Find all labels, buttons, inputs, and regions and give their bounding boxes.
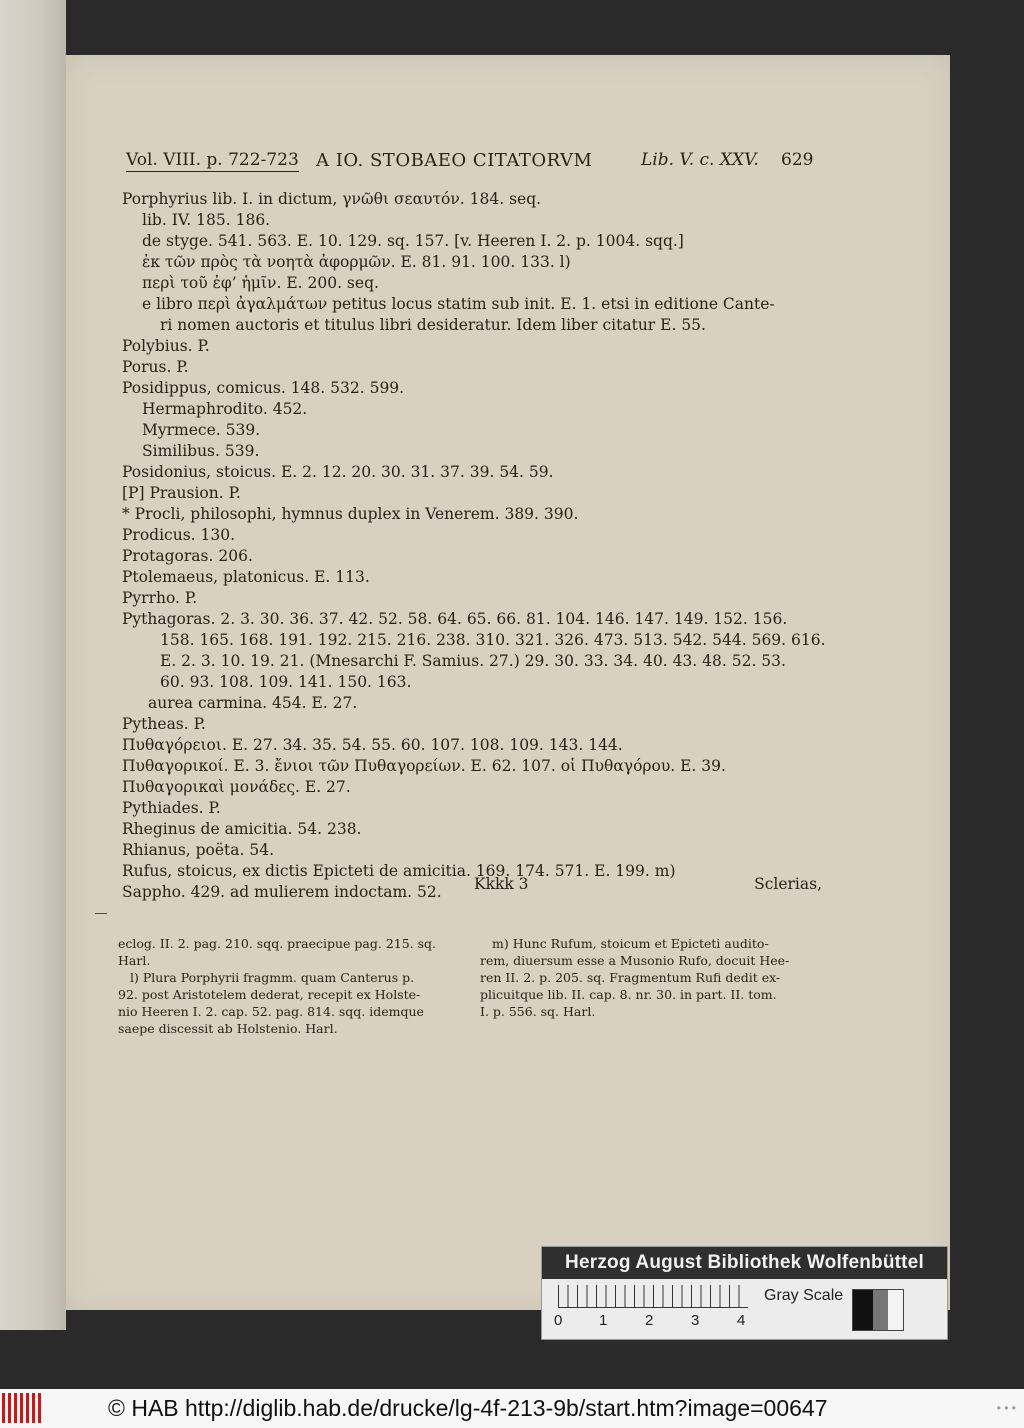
index-entry: Πυθαγορικαὶ μονάδες. E. 27.	[122, 778, 351, 796]
footnote-line: ren II. 2. p. 205. sq. Fragmentum Rufi dedit ex-	[480, 970, 781, 985]
index-entry: περὶ τοῦ ἐφ’ ἡμῖν. E. 200. seq.	[142, 274, 379, 292]
index-entry: Sappho. 429. ad mulierem indoctam. 52.	[122, 883, 442, 901]
index-entry: Rheginus de amicitia. 54. 238.	[122, 820, 362, 838]
hab-logo-icon	[2, 1393, 42, 1423]
measure-scale	[558, 1285, 748, 1308]
index-entry: lib. IV. 185. 186.	[142, 211, 271, 229]
header-volume: Vol. VIII. p. 722-723	[126, 150, 299, 170]
footnote-line: m) Hunc Rufum, stoicum et Epicteti audito-	[492, 936, 769, 951]
index-entry: Posidippus, comicus. 148. 532. 599.	[122, 379, 405, 397]
footer-dots-icon: • • •	[996, 1401, 1016, 1415]
index-entry: 60. 93. 108. 109. 141. 150. 163.	[160, 673, 412, 691]
index-entry: Polybius. P.	[122, 337, 210, 355]
library-name: Herzog August Bibliothek Wolfenbüttel	[542, 1247, 947, 1279]
index-entry: Similibus. 539.	[142, 442, 260, 460]
footnotes-right	[480, 935, 810, 1020]
index-entry: aurea carmina. 454. E. 27.	[148, 694, 358, 712]
footer-credit[interactable]: © HAB http://diglib.hab.de/drucke/lg-4f-213-9b/start.htm?image=00647	[108, 1395, 828, 1421]
footnote-line: l) Plura Porphyrii fragmm. quam Canterus p.	[130, 970, 415, 985]
index-entries	[122, 189, 826, 903]
index-entry: Porus. P.	[122, 358, 189, 376]
color-reference-ruler	[541, 1246, 948, 1340]
index-entry: * Procli, philosophi, hymnus duplex in Venerem. 389. 390.	[122, 505, 579, 523]
index-entry: Pytheas. P.	[122, 715, 206, 733]
index-entry: Rhianus, poëta. 54.	[122, 841, 275, 859]
index-entry: Posidonius, stoicus. E. 2. 12. 20. 30. 31. 37. 39. 54. 59.	[122, 463, 554, 481]
index-entry: Pythagoras. 2. 3. 30. 36. 37. 42. 52. 58. 64. 65. 66. 81. 104. 146. 147. 149. 152. 156.	[122, 610, 788, 628]
index-entry: Ptolemaeus, platonicus. E. 113.	[122, 568, 370, 586]
index-entry: Πυθαγορικοί. E. 3. ἔνιοι τῶν Πυθαγορείων. E. 62. 107. οἱ Πυθαγόρου. E. 39.	[122, 757, 726, 775]
footnote-line: plicuitque lib. II. cap. 8. nr. 30. in part. II. tom.	[480, 987, 777, 1002]
scale-number: 0	[554, 1312, 563, 1329]
index-entry: Pythiades. P.	[122, 799, 221, 817]
index-entry: Prodicus. 130.	[122, 526, 236, 544]
footnote-line: 92. post Aristotelem dederat, recepit ex Holste-	[118, 987, 421, 1002]
footnote-line: rem, diuersum esse a Musonio Rufo, docuit Hee-	[480, 953, 790, 968]
catchword: Sclerias,	[754, 875, 822, 893]
index-entry: Protagoras. 206.	[122, 547, 253, 565]
index-entry: e libro περὶ ἀγαλμάτων petitus locus statim sub init. E. 1. etsi in editione Cante-	[142, 295, 775, 313]
index-entry: E. 2. 3. 10. 19. 21. (Mnesarchi F. Samius. 27.) 29. 30. 33. 34. 40. 43. 48. 52. 53.	[160, 652, 786, 670]
index-entry: Hermaphrodito. 452.	[142, 400, 308, 418]
footnote-rule	[95, 913, 107, 914]
gray-scale-swatch	[852, 1289, 904, 1331]
index-entry: Porphyrius lib. I. in dictum, γνῶθι σεαυτόν. 184. seq.	[122, 190, 542, 208]
header-page-number: 629	[781, 150, 814, 170]
index-entry: [P] Prausion. P.	[122, 484, 241, 502]
index-entry: Pyrrho. P.	[122, 589, 198, 607]
index-entry: Πυθαγόρειοι. E. 27. 34. 35. 54. 55. 60. 107. 108. 109. 143. 144.	[122, 736, 623, 754]
left-page-edge	[0, 0, 66, 1330]
signature-mark: Kkkk 3	[474, 875, 529, 893]
index-entry: ἐκ τῶν πρὸς τὰ νοητὰ ἀφορμῶν. E. 81. 91. 100. 133. l)	[142, 253, 571, 271]
footer-bar	[0, 1389, 1024, 1428]
index-entry: ri nomen auctoris et titulus libri desideratur. Idem liber citatur E. 55.	[160, 316, 706, 334]
scale-number: 4	[737, 1312, 746, 1329]
footnote-line: saepe discessit ab Holstenio. Harl.	[118, 1021, 338, 1036]
index-entry: Rufus, stoicus, ex dictis Epicteti de amicitia. 169. 174. 571. E. 199. m)	[122, 862, 676, 880]
scale-number: 2	[645, 1312, 654, 1329]
scale-number: 3	[691, 1312, 700, 1329]
catchline	[122, 875, 822, 897]
footnote-line: Harl.	[118, 953, 151, 968]
gray-scale-label: Gray Scale	[764, 1287, 844, 1304]
footnotes-left	[118, 935, 478, 1037]
header-title: A IO. STOBAEO CITATORVM	[316, 150, 593, 171]
footnote-line: nio Heeren I. 2. cap. 52. pag. 814. sqq. idemque	[118, 1004, 424, 1019]
footnote-line: I. p. 556. sq. Harl.	[480, 1004, 596, 1019]
index-entry: de styge. 541. 563. E. 10. 129. sq. 157. [v. Heeren I. 2. p. 1004. sqq.]	[142, 232, 684, 250]
header-lib: Lib. V. c. XXV.	[641, 150, 759, 170]
page-header	[126, 150, 826, 174]
footnote-line: eclog. II. 2. pag. 210. sqq. praecipue pag. 215. sq.	[118, 936, 437, 951]
index-entry: Myrmece. 539.	[142, 421, 261, 439]
index-entry: 158. 165. 168. 191. 192. 215. 216. 238. 310. 321. 326. 473. 513. 542. 544. 569. 616.	[160, 631, 826, 649]
scale-number: 1	[599, 1312, 608, 1329]
